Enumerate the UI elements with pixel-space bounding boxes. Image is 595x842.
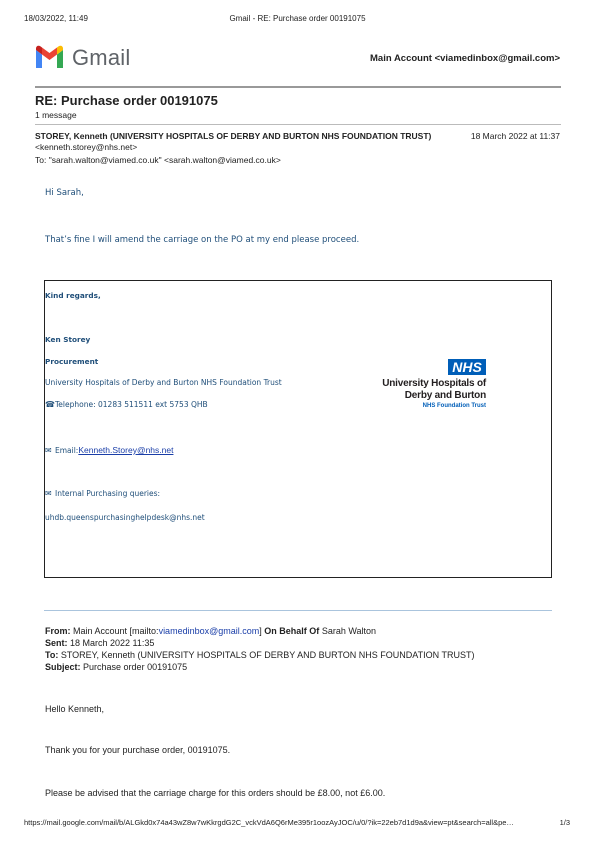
signature-email-line	[45, 445, 173, 455]
quoted-behalf-label: On Behalf Of	[264, 626, 320, 636]
sender-name: STOREY, Kenneth (UNIVERSITY HOSPITALS OF DERBY AND BURTON NHS FOUNDATION TRUST)	[35, 131, 432, 141]
nhs-logo-line3: NHS Foundation Trust	[422, 403, 486, 409]
quoted-sent-label: Sent:	[45, 638, 68, 648]
quoted-paragraph-1: Thank you for your purchase order, 00191075.	[45, 745, 231, 755]
quote-divider	[44, 610, 552, 611]
envelope-icon: ✉	[45, 446, 52, 455]
print-footer-page: 1/3	[559, 818, 570, 827]
header-divider	[35, 86, 561, 88]
signature-queries-line	[45, 489, 160, 498]
nhs-logo-line2: Derby and Burton	[404, 390, 486, 401]
print-header-title: Gmail - RE: Purchase order 00191075	[229, 14, 366, 23]
telephone-icon: ☎	[45, 400, 55, 409]
nhs-logo-line1: University Hospitals of	[382, 378, 486, 389]
account-label: Main Account <viamedinbox@gmail.com>	[370, 53, 560, 64]
sender-email: <kenneth.storey@nhs.net>	[35, 142, 138, 152]
nhs-trust-logo	[368, 359, 486, 411]
message-date: 18 March 2022 at 11:37	[470, 131, 560, 141]
quoted-from-line	[45, 626, 376, 636]
signature-email-link[interactable]: Kenneth.Storey@nhs.net	[78, 445, 174, 455]
quoted-subject-line	[45, 662, 187, 672]
quoted-subject-label: Subject:	[45, 662, 81, 672]
signature-queries-label: Internal Purchasing queries:	[55, 489, 161, 498]
message-greeting: Hi Sarah,	[45, 188, 84, 198]
quoted-from-close: ]	[259, 626, 262, 636]
thread-subject: RE: Purchase order 00191075	[35, 93, 218, 108]
quoted-to-value: STOREY, Kenneth (UNIVERSITY HOSPITALS OF DERBY AND BURTON NHS FOUNDATION TRUST)	[60, 650, 475, 660]
gmail-m-icon	[34, 45, 65, 69]
quoted-to-label: To:	[45, 650, 59, 660]
subject-divider	[35, 124, 561, 125]
signature-queries-email: uhdb.queenspurchasinghelpdesk@nhs.net	[45, 513, 205, 522]
signature-box	[44, 280, 552, 578]
nhs-badge: NHS	[448, 359, 486, 375]
print-header-date: 18/03/2022, 11:49	[24, 14, 88, 23]
message-body: That’s fine I will amend the carriage on the PO at my end please proceed.	[45, 235, 360, 245]
gmail-wordmark: Gmail	[72, 45, 131, 70]
quoted-sent-line	[45, 638, 154, 648]
quoted-greeting: Hello Kenneth,	[45, 704, 105, 714]
quoted-subject-value: Purchase order 00191075	[83, 662, 188, 672]
gmail-logo[interactable]	[34, 44, 134, 70]
quoted-from-link[interactable]: viamedinbox@gmail.com	[158, 626, 260, 636]
signature-department: Procurement	[45, 357, 99, 366]
signature-regards: Kind regards,	[45, 291, 101, 300]
signature-name: Ken Storey	[45, 335, 91, 344]
print-footer-url: https://mail.google.com/mail/b/ALGkd0x74a43wZ8w7wKkrgdG2C_vckVdA6Q6rMe395r1oozAyJOC/u/0/?ik=22eb7d1d9a&view=pt&search=all&pe…	[24, 818, 514, 827]
message-count: 1 message	[35, 110, 77, 120]
signature-telephone-line	[45, 400, 208, 409]
signature-email-label: Email:	[55, 446, 79, 455]
quoted-behalf-value: Sarah Walton	[321, 626, 377, 636]
recipient-line: To: "sarah.walton@viamed.co.uk" <sarah.walton@viamed.co.uk>	[35, 155, 281, 165]
signature-telephone: Telephone: 01283 511511 ext 5753 QHB	[55, 400, 208, 409]
quoted-paragraph-2: Please be advised that the carriage charge for this orders should be £8.00, not £6.00.	[45, 788, 386, 798]
sender-line	[35, 131, 475, 153]
quoted-sent-value: 18 March 2022 11:35	[70, 638, 155, 648]
quoted-from-label: From:	[45, 626, 71, 636]
quoted-to-line	[45, 650, 474, 660]
signature-organisation: University Hospitals of Derby and Burton NHS Foundation Trust	[45, 378, 282, 387]
quoted-from-value: Main Account [mailto:	[73, 626, 159, 636]
envelope-icon: ✉	[45, 489, 52, 498]
